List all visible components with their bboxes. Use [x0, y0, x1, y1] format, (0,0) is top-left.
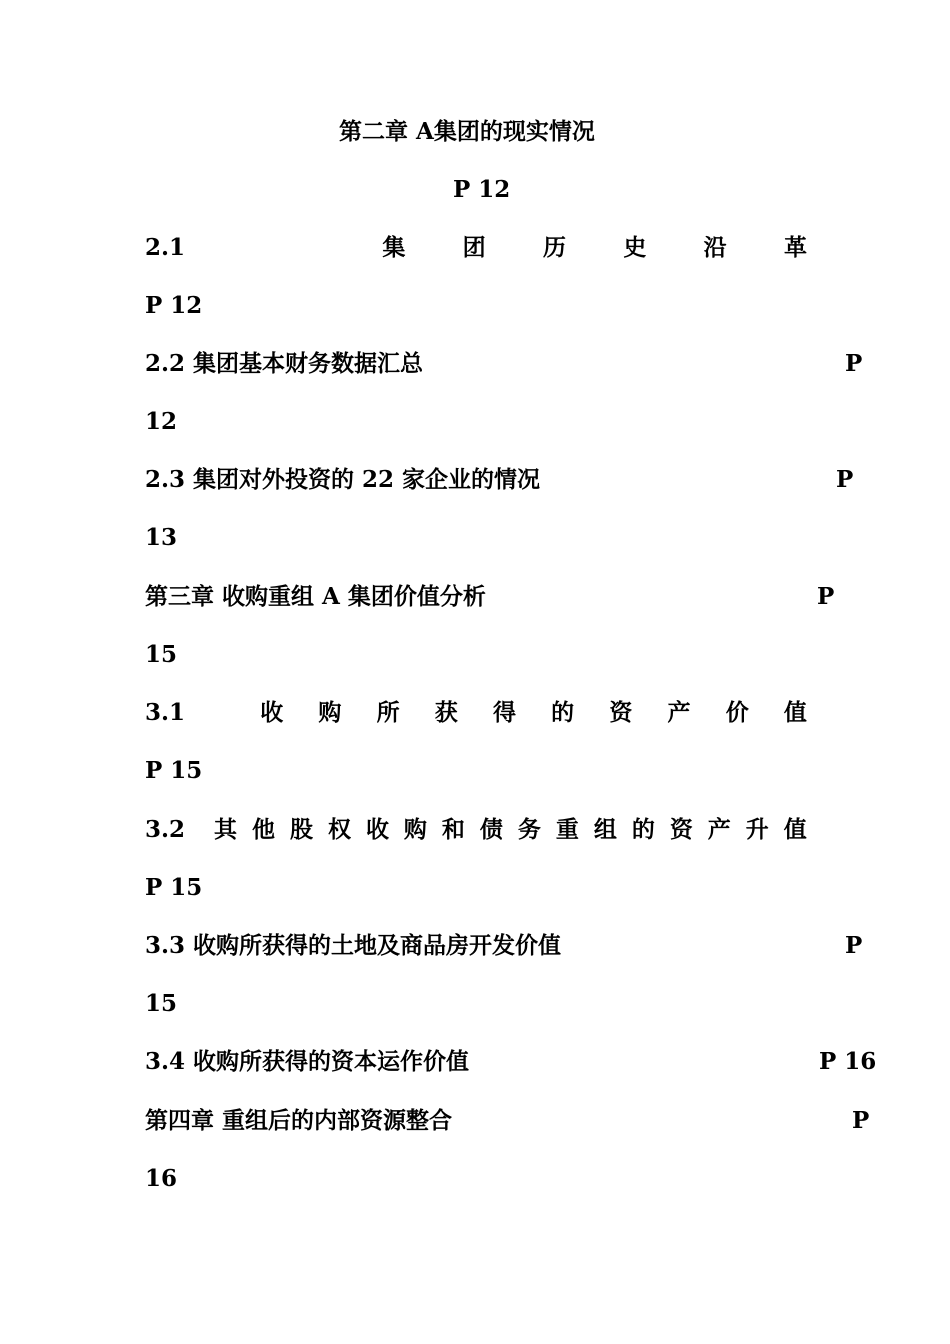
- chapter-4-page-prefix: P: [852, 1107, 870, 1134]
- chapter-3-page-number: 15: [145, 641, 178, 668]
- toc-entry-2-2-page-number: 12: [145, 408, 178, 435]
- toc-entry-3-2-char: 和: [441, 816, 465, 843]
- toc-entry-3-2-char: 其: [214, 816, 237, 843]
- chapter-3-title: 第三章 收购重组 A 集团价值分析: [145, 583, 486, 610]
- toc-entry-3-2-char: 务: [517, 816, 541, 843]
- toc-entry-2-1: [145, 233, 807, 263]
- toc-entry-3-1-char: 的: [551, 699, 575, 726]
- toc-entry-3-1-char: 价: [725, 699, 749, 726]
- toc-entry-3-1-char: 所: [376, 699, 400, 726]
- toc-entry-3-1-char: 资: [609, 699, 633, 726]
- toc-entry-2-2-page-prefix: P: [845, 350, 863, 377]
- toc-entry-3-1-char: 得: [492, 699, 516, 726]
- toc-entry-3-1-char: 购: [318, 699, 342, 726]
- toc-entry-2-1-char: 史: [623, 234, 647, 261]
- toc-entry-3-3-page-number: 15: [145, 990, 178, 1017]
- toc-entry-3-2-char: 3.2: [145, 816, 186, 843]
- toc-entry-3-2-char: 资: [669, 816, 693, 843]
- toc-entry-3-2-char: 股: [289, 816, 313, 843]
- toc-entry-3-2-char: 组: [593, 816, 617, 843]
- toc-entry-3-3-page-prefix: P: [845, 932, 863, 959]
- toc-entry-3-2-char: 购: [403, 816, 427, 843]
- chapter-4-page-number: 16: [145, 1165, 178, 1192]
- toc-entry-3-2-page: P 15: [145, 874, 203, 901]
- toc-entry-3-3: 3.3 收购所获得的土地及商品房开发价值: [145, 932, 562, 959]
- toc-entry-2-3: 2.3 集团对外投资的 22 家企业的情况: [145, 466, 541, 493]
- toc-entry-3-2-char: 的: [631, 816, 655, 843]
- toc-entry-3-2-char: 他: [251, 816, 275, 843]
- toc-entry-3-4-page: P 16: [819, 1048, 877, 1075]
- toc-entry-3-2-char: 产: [707, 816, 731, 843]
- toc-entry-2-1-char: 集: [382, 234, 406, 261]
- toc-entry-3-2-char: 权: [327, 816, 351, 843]
- toc-entry-3-1-char: 值: [783, 699, 807, 726]
- toc-entry-3-4: 3.4 收购所获得的资本运作价值: [145, 1048, 470, 1075]
- toc-entry-2-1-char: 2.1: [145, 234, 186, 261]
- toc-entry-2-1-char: 团: [462, 234, 486, 261]
- chapter-4-title: 第四章 重组后的内部资源整合: [145, 1107, 453, 1134]
- toc-entry-2-1-page: P 12: [145, 292, 203, 319]
- toc-entry-3-1-char: 产: [667, 699, 691, 726]
- chapter-3-page-prefix: P: [817, 583, 835, 610]
- toc-entry-2-3-page-number: 13: [145, 524, 178, 551]
- toc-entry-3-2-char: 重: [555, 816, 579, 843]
- toc-entry-2-1-char: 历: [543, 234, 566, 261]
- toc-entry-3-2-char: 债: [479, 816, 503, 843]
- toc-entry-3-1-page: P 15: [145, 757, 203, 784]
- toc-entry-3-2: [145, 815, 807, 845]
- toc-entry-2-1-char: 革: [783, 234, 807, 261]
- toc-entry-3-1-char: 收: [260, 699, 284, 726]
- toc-entry-3-2-char: 升: [745, 816, 769, 843]
- chapter-2-page: P 12: [453, 176, 511, 203]
- toc-entry-3-1-char: 获: [434, 699, 458, 726]
- toc-entry-3-1: [145, 698, 807, 728]
- chapter-2-title: 第二章 A集团的现实情况: [339, 118, 595, 145]
- toc-entry-3-2-char: 收: [365, 816, 389, 843]
- toc-entry-3-1-char: 3.1: [145, 699, 186, 726]
- toc-entry-2-3-page-prefix: P: [836, 466, 854, 493]
- toc-entry-3-2-char: 值: [783, 816, 807, 843]
- toc-entry-2-1-char: 沿: [703, 234, 727, 261]
- toc-entry-2-2: 2.2 集团基本财务数据汇总: [145, 350, 424, 377]
